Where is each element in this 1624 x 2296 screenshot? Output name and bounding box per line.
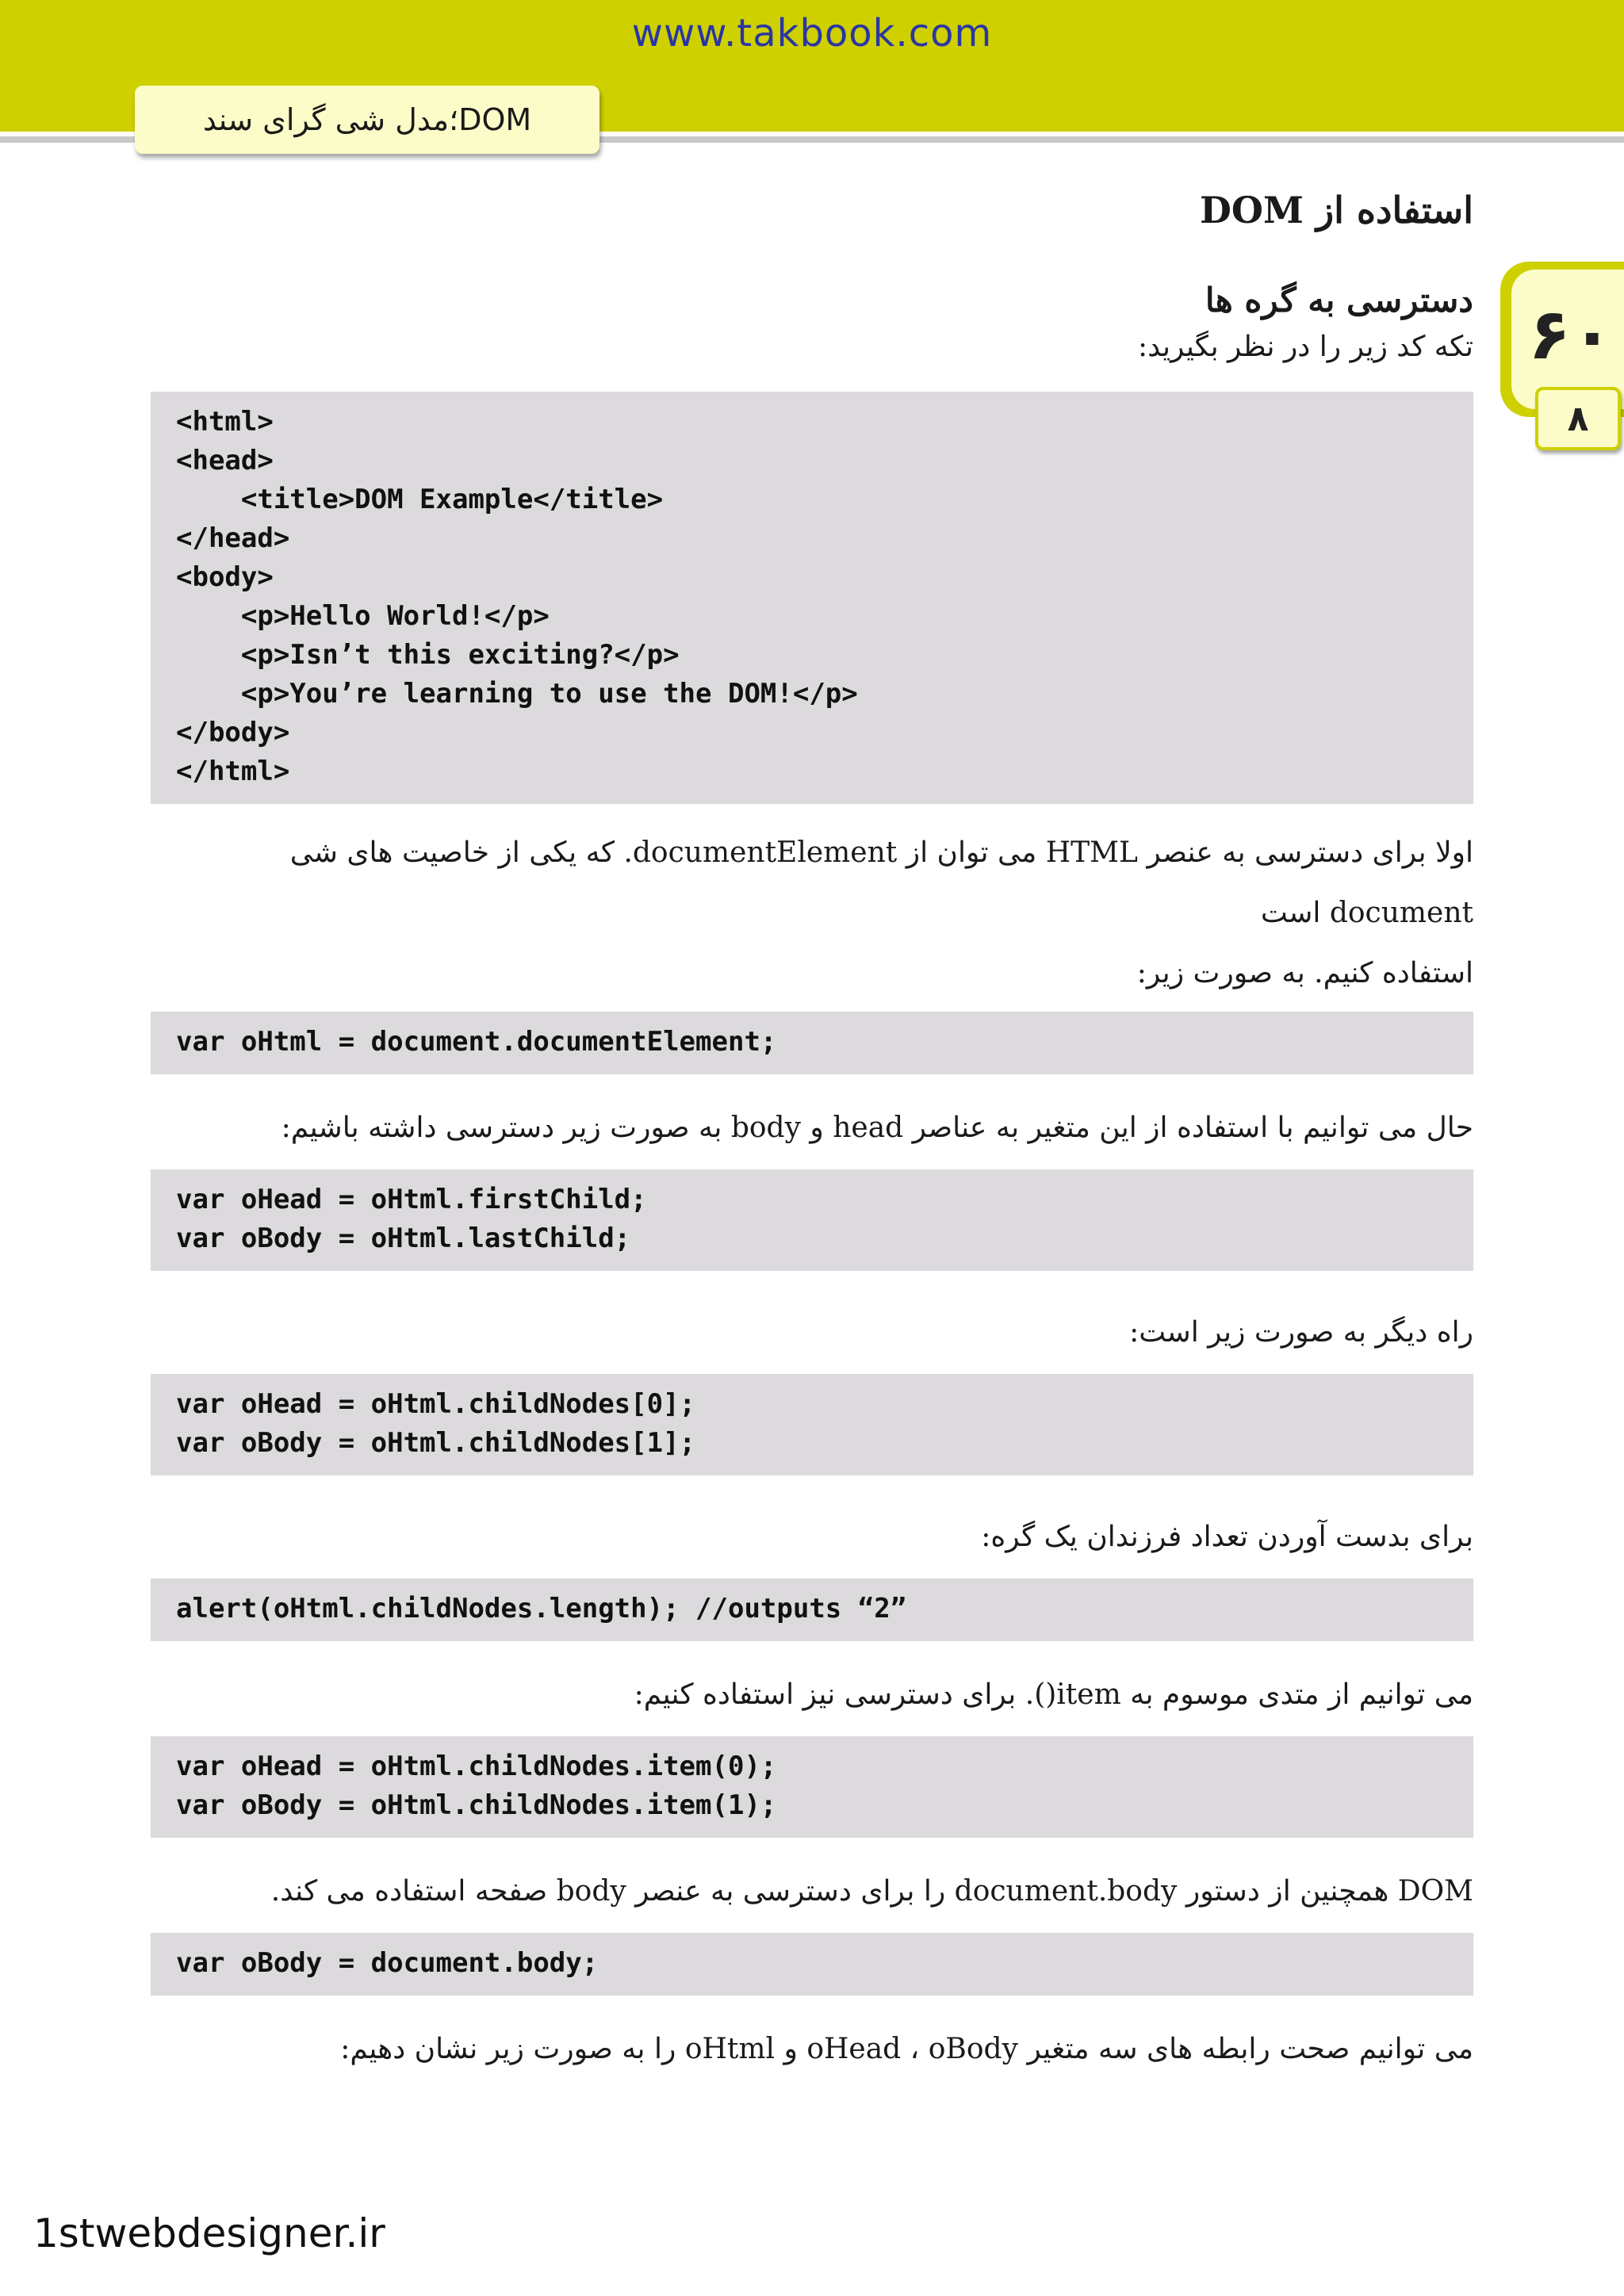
paragraph-document-element-1: اولا برای دسترسی به عنصر HTML می توان از documentElement. که یکی از خاصیت های شی document است bbox=[289, 836, 1473, 929]
paragraph-item-method: می توانیم از متدی موسوم به item(). برای دسترسی نیز استفاده کنیم: bbox=[634, 1678, 1473, 1711]
intro-paragraph: تکه کد زیر را در نظر بگیرید: bbox=[1137, 331, 1473, 363]
page-number: ۶۰ bbox=[1528, 293, 1614, 375]
code-block-first-last-child: var oHead = oHtml.firstChild; var oBody = oHtml.lastChild; bbox=[151, 1169, 1473, 1271]
paragraph-verify-relations: می توانیم صحت رابطه های سه متغیر oHead ، oBody و oHtml را به صورت زیر نشان دهیم: bbox=[340, 2033, 1473, 2065]
paragraph-document-body: DOM همچنین از دستور document.body را برای دسترسی به عنصر body صفحه استفاده می کند. bbox=[270, 1875, 1473, 1908]
page-content bbox=[151, 182, 1473, 2080]
section-subtitle: دسترسی به گره ها bbox=[1205, 281, 1473, 320]
paragraph-document-element-2: استفاده کنیم. به صورت زیر: bbox=[1136, 957, 1473, 989]
code-block-html-example: <html> <head> <title>DOM Example</title> </head> <body> <p>Hello World!</p> <p>Isn’t this exciting?</p> <p>You’re learning to use the DOM!</p> </body> </html> bbox=[151, 392, 1473, 804]
paragraph-head-body: حال می توانیم با استفاده از این متغیر به عناصر head و body به صورت زیر دسترسی داشته باشیم: bbox=[281, 1112, 1473, 1144]
site-url: www.takbook.com bbox=[631, 11, 993, 55]
section-title: استفاده از DOM bbox=[1200, 189, 1473, 232]
chapter-number-badge: ۸ bbox=[1535, 387, 1621, 450]
code-block-child-nodes: var oHead = oHtml.childNodes[0]; var oBody = oHtml.childNodes[1]; bbox=[151, 1374, 1473, 1475]
code-block-item-method: var oHead = oHtml.childNodes.item(0); var oBody = oHtml.childNodes.item(1); bbox=[151, 1736, 1473, 1838]
code-block-document-body: var oBody = document.body; bbox=[151, 1933, 1473, 1996]
footer-site: 1stwebdesigner.ir bbox=[33, 2210, 385, 2256]
paragraph-children-count: برای بدست آوردن تعداد فرزندان یک گره: bbox=[981, 1521, 1473, 1553]
paragraph-another-way: راه دیگر به صورت زیر است: bbox=[1129, 1316, 1473, 1349]
code-block-length: alert(oHtml.childNodes.length); //outputs “2” bbox=[151, 1578, 1473, 1641]
chapter-title-tab: DOM؛مدل شی گرای سند bbox=[135, 86, 599, 154]
code-block-document-element: var oHtml = document.documentElement; bbox=[151, 1012, 1473, 1074]
